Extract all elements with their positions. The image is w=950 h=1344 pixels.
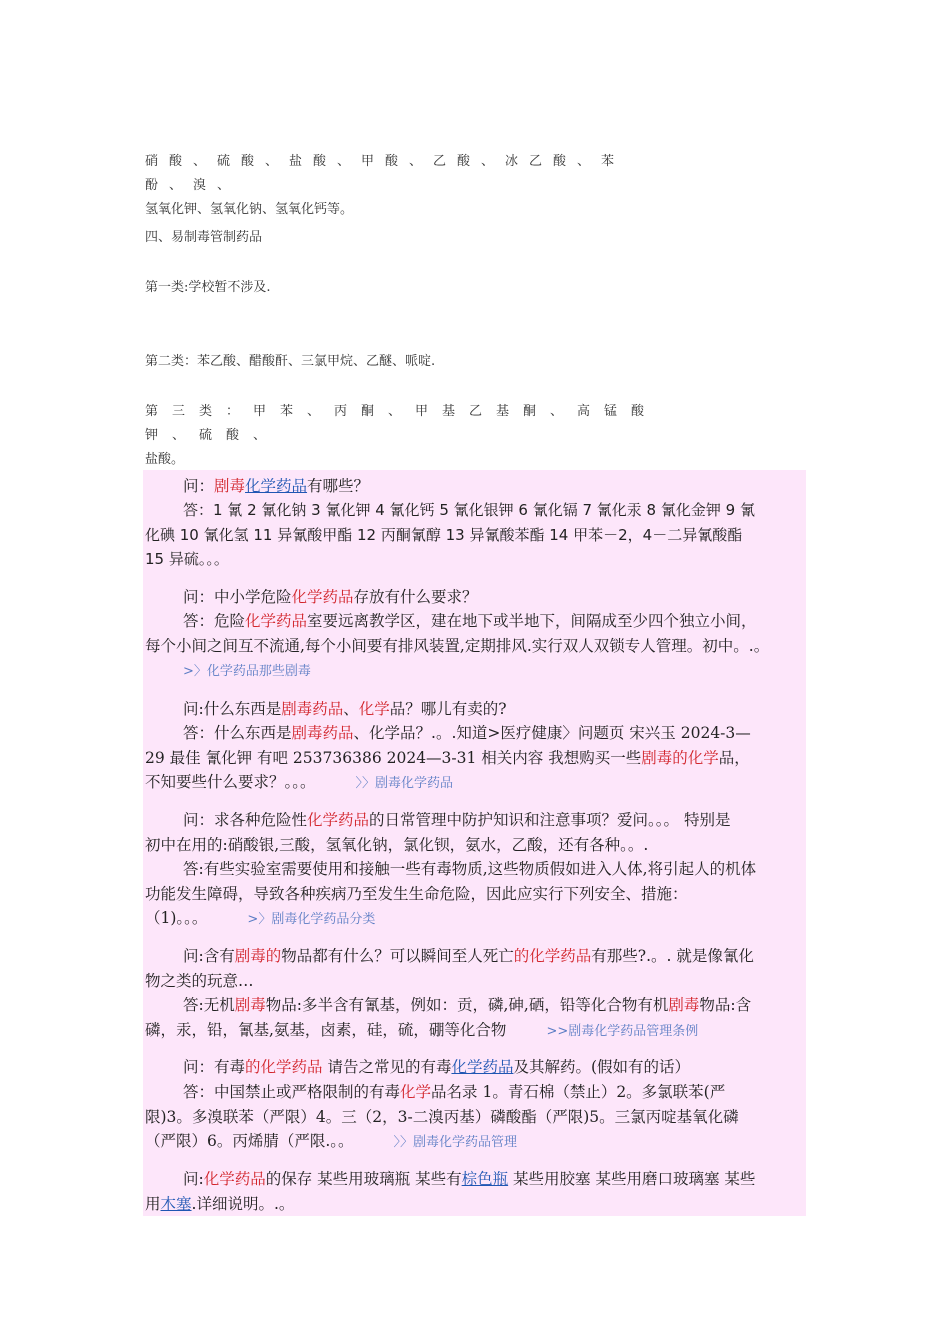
a5-text: 答:无机: [183, 996, 235, 1014]
q3-red-2: 化学: [358, 700, 390, 718]
a3-line-2: 29 最佳 氰化钾 有吧 253736386 2024—3-31 相关内容 我想购买一些: [145, 748, 642, 767]
a4-line-1: 答:有些实验室需要使用和接触一些有毒物质,这些物质假如进入人体,将引起人的机体: [183, 860, 757, 878]
q1-link[interactable]: 化学药品: [245, 477, 308, 495]
a5-more-link[interactable]: >>剧毒化学药品管理条例: [546, 1023, 699, 1039]
category-two: 第二类：苯乙酸、醋酸酐、三氯甲烷、乙醚、哌啶.: [145, 354, 436, 369]
a6-red: 化学: [400, 1083, 432, 1101]
a3-red: 剧毒药品: [291, 724, 354, 742]
question-7: [145, 1167, 803, 1216]
q5-red-1: 剧毒的: [234, 947, 282, 965]
q2-text: 问：中小学危险: [183, 588, 292, 606]
acid-list: [145, 150, 665, 222]
q6-text: 问：有毒: [183, 1058, 246, 1076]
category-three-line-2: 盐酸。: [145, 452, 185, 467]
q3-sep: 、: [343, 700, 359, 718]
a2-red: 化学药品: [245, 612, 308, 630]
question-4: [145, 808, 803, 857]
a1-line-3: 15 异硫。。。: [145, 550, 229, 568]
q3-tail: 品？哪儿有卖的?: [389, 700, 507, 718]
a6-more-link[interactable]: 〉〉剧毒化学药品管理: [393, 1135, 518, 1150]
q7-line-2-tail: .详细说明。.。: [191, 1194, 295, 1213]
a5-red-1: 剧毒: [234, 996, 266, 1014]
a6-text: 答：中国禁止或严格限制的有毒: [183, 1083, 401, 1101]
a3-line-2-red: 剧毒的化学: [641, 748, 719, 767]
answer-4: [145, 857, 803, 933]
a3-tail: 、化学品？.。.知道>医疗健康〉问题页 宋兴玉 2024-3—: [353, 724, 751, 742]
q4-red: 化学药品: [307, 811, 370, 829]
answer-5: [145, 993, 803, 1044]
q7-link-1[interactable]: 棕色瓶: [461, 1170, 509, 1188]
a6-tail: 品名录 1。青石棉（禁止）2。多氯联苯(严: [431, 1083, 726, 1101]
acid-line-1: 硝酸、硫酸、盐酸、甲酸、乙酸、冰乙酸、苯酚、溴、: [145, 154, 626, 193]
acid-line-2: 氢氧化钾、氢氧化钠、氢氧化钙等。: [145, 202, 354, 217]
question-5: [145, 944, 803, 993]
question-2: [145, 585, 803, 610]
a6-line-3: （严限）6。丙烯腈（严限.。。: [145, 1132, 354, 1150]
q4-text: 问：求各种危险性: [183, 811, 308, 829]
q7-tail: 某些用胶塞 某些用磨口玻璃塞 某些: [508, 1170, 756, 1188]
a5-tail: 物品:含: [699, 996, 752, 1014]
a3-line-3: 不知要些什么要求？。。。: [145, 773, 316, 791]
q7-mid: 的保存 某些用玻璃瓶 某些有: [265, 1170, 462, 1188]
q3-text: 问:什么东西是: [183, 700, 282, 718]
q7-red: 化学药品: [203, 1170, 266, 1188]
a1-line-2: 化碘 10 氰化氢 11 异氰酸甲酯 12 丙酮氰醇 13 异氰酸苯酯 14 甲苯－2，4－二异氰酸酯: [145, 525, 743, 544]
a4-line-3: （1)。。。: [145, 909, 208, 927]
question-3: [145, 697, 803, 722]
q7-text: 问:: [183, 1170, 204, 1188]
a5-red-2: 剧毒: [668, 996, 700, 1014]
question-1: [145, 474, 803, 499]
q3-red-1: 剧毒药品: [281, 700, 344, 718]
q7-link-2[interactable]: 木塞: [160, 1194, 192, 1213]
q1-red: 剧毒: [214, 477, 246, 495]
a3-text: 答：什么东西是: [183, 724, 292, 742]
q6-link[interactable]: 化学药品: [451, 1058, 514, 1076]
a5-line-2: 磷，汞，铅，氰基,氨基，卤素，硅，硫，硼等化合物: [145, 1020, 507, 1039]
q6-red: 的化学药品: [245, 1058, 323, 1076]
category-three: [145, 400, 665, 472]
q6-tail: 及其解药。(假如有的话）: [513, 1058, 691, 1076]
a1-line-1: 答：1 氰 2 氰化钠 3 氰化钾 4 氰化钙 5 氰化银钾 6 氰化镉 7 氰化汞 8 氰化金钾 9 氰: [183, 501, 755, 519]
a2-more-link[interactable]: >〉化学药品那些剧毒: [183, 664, 311, 679]
section-four-heading: 四、易制毒管制药品: [145, 230, 263, 245]
answer-6: [145, 1080, 803, 1156]
a3-line-2-tail: 品，: [718, 748, 750, 767]
answer-1: [145, 498, 803, 572]
q4-tail: 的日常管理中防护知识和注意事项？爱问。。。 特别是: [369, 811, 731, 829]
a6-line-2: 限)3。多溴联苯（严限）4。三（2，3-二溴丙基）磷酸酯（严限)5。三氯丙啶基氧化磷: [145, 1107, 739, 1126]
answer-3: [145, 721, 803, 797]
a2-line-2: 每个小间之间互不流通,每个小间要有排风装置,定期排风.实行双人双锁专人管理。初中。.。: [145, 636, 770, 655]
category-one: 第一类:学校暂不涉及.: [145, 280, 271, 295]
q5-mid: 物品都有什么？可以瞬间至人死亡: [281, 947, 514, 965]
q1-tail: 有哪些？: [307, 477, 370, 495]
q2-red: 化学药品: [291, 588, 354, 606]
a5-mid: 物品:多半含有氰基，例如：贡，磷,砷,硒，铅等化合物有机: [265, 996, 669, 1014]
q5-line-2: 物之类的玩意…: [145, 971, 254, 990]
q6-mid: 请告之常见的有毒: [322, 1058, 452, 1076]
a2-text: 答：危险: [183, 612, 246, 630]
category-three-line-1: 第三类：甲苯、丙酮、甲基乙基酮、高锰酸钾、硫酸、: [145, 404, 659, 443]
q1-text: 问：: [183, 477, 215, 495]
a2-tail: 室要远离教学区，建在地下或半地下，间隔成至少四个独立小间，: [307, 612, 757, 630]
q5-tail: 有那些?.。. 就是像氰化: [591, 947, 754, 965]
a3-more-link[interactable]: 〉〉剧毒化学药品: [355, 776, 454, 791]
a4-line-2: 功能发生障碍，导致各种疾病乃至发生生命危险，因此应实行下列安全、措施：: [145, 884, 688, 903]
answer-2: [145, 609, 803, 685]
q5-red-2: 的化学药品: [513, 947, 592, 965]
q5-text: 问:含有: [183, 947, 235, 965]
question-6: [145, 1055, 803, 1080]
q2-tail: 存放有什么要求？: [353, 588, 478, 606]
q4-line-2: 初中在用的:硝酸银,三酸，氢氧化钠，氯化钡，氨水，乙酸，还有各种。。.: [145, 835, 649, 854]
a4-more-link[interactable]: >〉剧毒化学药品分类: [247, 912, 376, 927]
q7-line-2: 用: [145, 1194, 161, 1213]
